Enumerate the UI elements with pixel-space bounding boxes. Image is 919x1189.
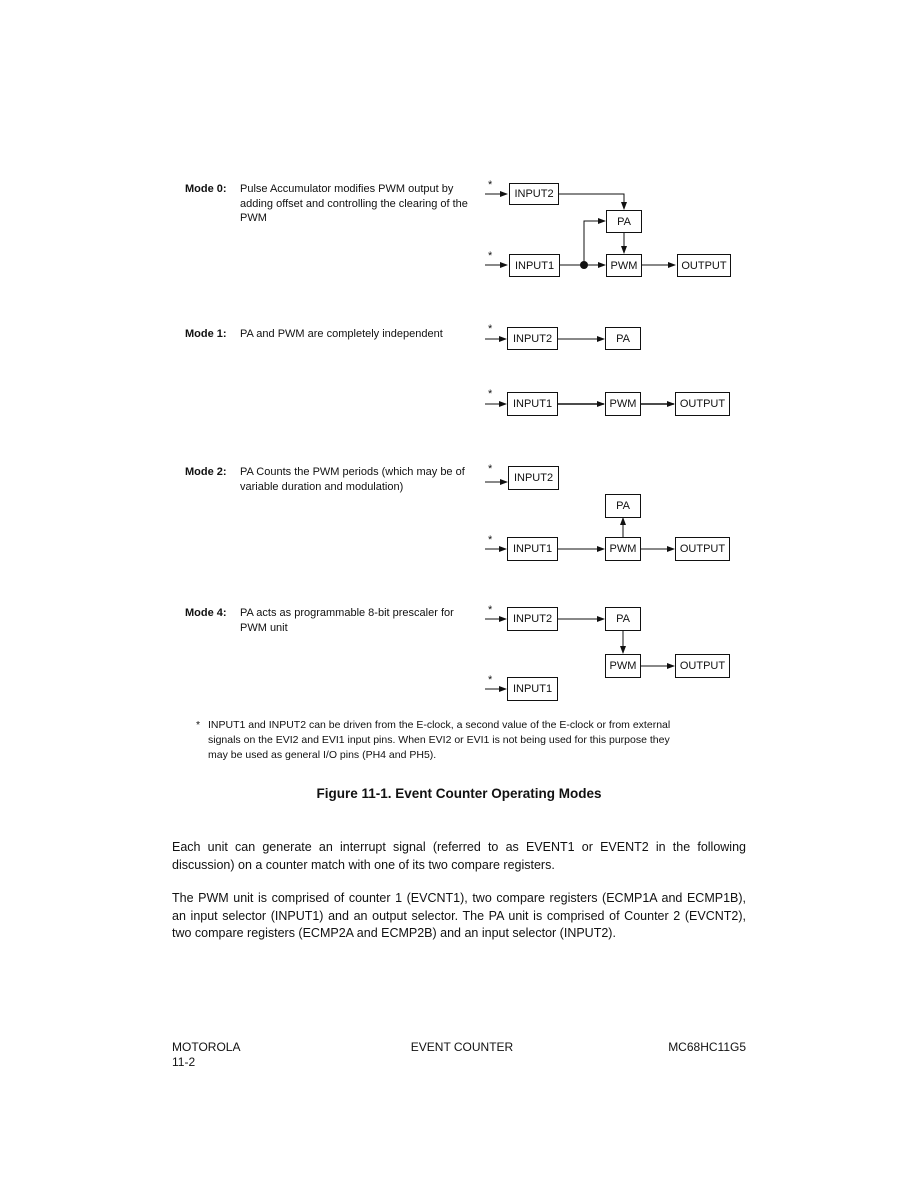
body-paragraph: The PWM unit is comprised of counter 1 (EVCNT1), two compare registers (ECMP1A and ECMP1B), an input selector (INPUT1) and an output selector. The PA unit is comprised of Counter 2 (EVCNT2), two compare registers (ECMP2A and ECMP2B) and an input selector (INPUT2).	[172, 891, 746, 940]
block-input2: INPUT2	[507, 607, 558, 631]
mode-0-title: Mode 0:	[185, 183, 227, 195]
junction-dot	[580, 261, 588, 269]
footnote-star: *	[488, 674, 493, 686]
block-input2: INPUT2	[507, 327, 558, 350]
footer-center: EVENT COUNTER	[410, 1040, 514, 1054]
block-pa: PA	[606, 210, 642, 233]
mode-4-description: PA acts as programmable 8-bit prescaler for PWM unit	[240, 607, 454, 634]
block-pwm: PWM	[605, 537, 641, 561]
block-pwm: PWM	[605, 654, 641, 678]
mode-4-title: Mode 4:	[185, 607, 227, 619]
block-output: OUTPUT	[675, 654, 730, 678]
block-output: OUTPUT	[677, 254, 731, 277]
footnote-star: *	[488, 179, 493, 191]
footer-right: MC68HC11G5	[668, 1040, 746, 1054]
block-output: OUTPUT	[675, 537, 730, 561]
block-output: OUTPUT	[675, 392, 730, 416]
mode-1-label	[185, 327, 227, 342]
footer-page-number: 11-2	[172, 1055, 196, 1069]
footnote-star: *	[488, 250, 493, 262]
footer-left: MOTOROLA	[172, 1040, 241, 1054]
footnote-star: *	[488, 388, 493, 400]
mode-0-label	[185, 182, 227, 197]
block-pa: PA	[605, 327, 641, 350]
block-input1: INPUT1	[507, 392, 558, 416]
block-pa: PA	[605, 607, 641, 631]
mode-2-label	[185, 465, 227, 480]
block-input1: INPUT1	[507, 537, 558, 561]
mode-4-label	[185, 606, 227, 621]
body-paragraph: Each unit can generate an interrupt signal (referred to as EVENT1 or EVENT2 in the following discussion) on a counter match with one of its two compare registers.	[172, 840, 746, 872]
block-input1: INPUT1	[507, 677, 558, 701]
figure-caption: Figure 11-1. Event Counter Operating Modes	[316, 786, 602, 801]
mode-0-description: Pulse Accumulator modifies PWM output by adding offset and controlling the clearing of the PWM	[240, 183, 468, 224]
footnote-star: *	[488, 604, 493, 616]
footnote-star: *	[488, 463, 493, 475]
footnote-text: INPUT1 and INPUT2 can be driven from the E-clock, a second value of the E-clock or from external signals on the EVI2 and EVI1 input pins. When EVI2 or EVI1 is not being used for this purpose they may be used as general I/O pins (PH4 and PH5).	[208, 719, 671, 761]
footnote-marker: *	[196, 719, 201, 731]
mode-2-title: Mode 2:	[185, 466, 227, 478]
block-input1: INPUT1	[509, 254, 560, 277]
footnote-star: *	[488, 323, 493, 335]
block-pwm: PWM	[606, 254, 642, 277]
mode-2-description: PA Counts the PWM periods (which may be of variable duration and modulation)	[240, 466, 465, 493]
footnote-star: *	[488, 534, 493, 546]
block-input2: INPUT2	[508, 466, 559, 490]
block-pwm: PWM	[605, 392, 641, 416]
mode-1-description: PA and PWM are completely independent	[240, 328, 443, 340]
block-pa: PA	[605, 494, 641, 518]
block-input2: INPUT2	[509, 183, 559, 205]
mode-1-title: Mode 1:	[185, 328, 227, 340]
